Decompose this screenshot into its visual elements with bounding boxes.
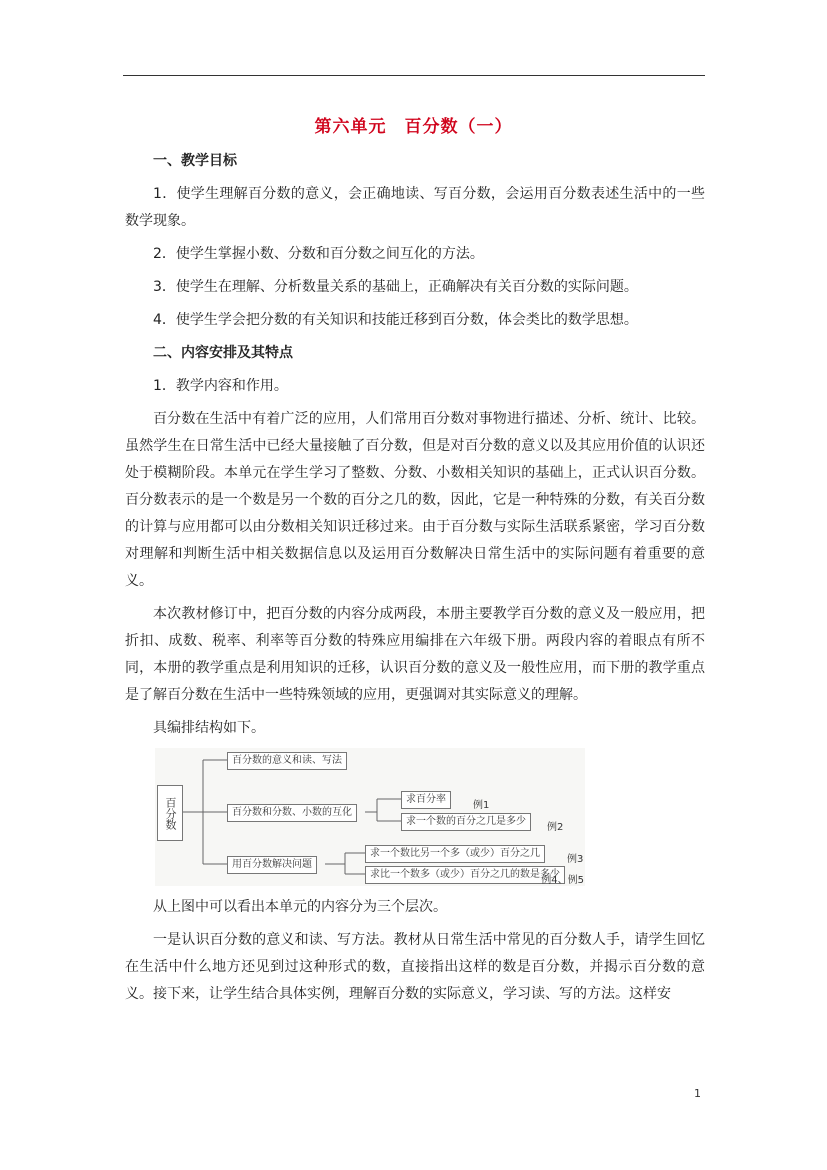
- header-rule: [123, 75, 705, 76]
- page-number: 1: [694, 1087, 701, 1100]
- paragraph-1: 百分数在生活中有着广泛的应用，人们常用百分数对事物进行描述、分析、统计、比较。虽然学生在日常生活中已经大量接触了百分数，但是对百分数的意义以及其应用价值的认识还处于模糊阶段。本单元在学生学习了整数、分数、小数相关知识的基础上，正式认识百分数。百分数表示的是一个数是另一个数的百分之几的数，因此，它是一种特殊的分数，有关百分数的计算与应用都可以由分数相关知识迁移过来。由于百分数与实际生活联系紧密，学习百分数对理解和判断生活中相关数据信息以及运用百分数解决日常生活中的实际问题有着重要的意义。: [125, 411, 705, 589]
- diagram-node-meaning: 百分数的意义和读、写法: [227, 752, 347, 770]
- document-body: [125, 148, 705, 1014]
- title-unit: 第六单元: [314, 117, 387, 137]
- goal-3: 3．使学生在理解、分析数量关系的基础上，正确解决有关百分数的实际问题。: [153, 279, 638, 295]
- example-label-4: 例4、例5: [541, 875, 584, 886]
- goal-4: 4．使学生学会把分数的有关知识和技能迁移到百分数，体会类比的数学思想。: [153, 312, 638, 328]
- goal-2: 2．使学生掌握小数、分数和百分数之间互化的方法。: [153, 246, 484, 262]
- section-heading-content: 二、内容安排及其特点: [153, 345, 293, 361]
- diagram-node-more-less-number: 求比一个数多（或少）百分之几的数是多少: [365, 866, 565, 884]
- diagram-node-rate: 求百分率: [401, 791, 451, 809]
- example-label-3: 例3: [567, 854, 584, 865]
- diagram-node-problems: 用百分数解决问题: [227, 856, 317, 874]
- example-label-2: 例2: [547, 822, 564, 833]
- paragraph-4: 从上图中可以看出本单元的内容分为三个层次。: [153, 899, 447, 915]
- diagram-node-percent-of: 求一个数的百分之几是多少: [401, 813, 531, 831]
- page-title: [0, 112, 827, 137]
- subheading-1: 1．教学内容和作用。: [153, 378, 288, 394]
- diagram-node-conversion: 百分数和分数、小数的互化: [227, 804, 357, 822]
- paragraph-5: 一是认识百分数的意义和读、写方法。教材从日常生活中常见的百分数人手，请学生回忆在生活中什么地方还见到过这种形式的数，直接指出这样的数是百分数，并揭示百分数的意义。接下来，让学生结合具体实例，理解百分数的实际意义，学习读、写的方法。这样安: [125, 932, 705, 1002]
- title-topic: 百分数（一）: [404, 117, 513, 137]
- structure-diagram: [155, 748, 585, 886]
- example-label-1: 例1: [473, 800, 490, 811]
- diagram-node-more-less: 求一个数比另一个多（或少）百分之几: [365, 845, 545, 863]
- goal-1: 1．使学生理解百分数的意义，会正确地读、写百分数，会运用百分数表述生活中的一些数学现象。: [125, 186, 705, 229]
- section-heading-goals: 一、教学目标: [153, 153, 237, 169]
- paragraph-3: 具编排结构如下。: [153, 720, 265, 736]
- paragraph-2: 本次教材修订中，把百分数的内容分成两段，本册主要教学百分数的意义及一般应用，把折扣、成数、税率、利率等百分数的特殊应用编排在六年级下册。两段内容的着眼点有所不同，本册的教学重点是利用知识的迁移，认识百分数的意义及一般性应用，而下册的教学重点是了解百分数在生活中一些特殊领域的应用，更强调对其实际意义的理解。: [125, 606, 705, 703]
- diagram-root-node: 百分数: [157, 785, 183, 841]
